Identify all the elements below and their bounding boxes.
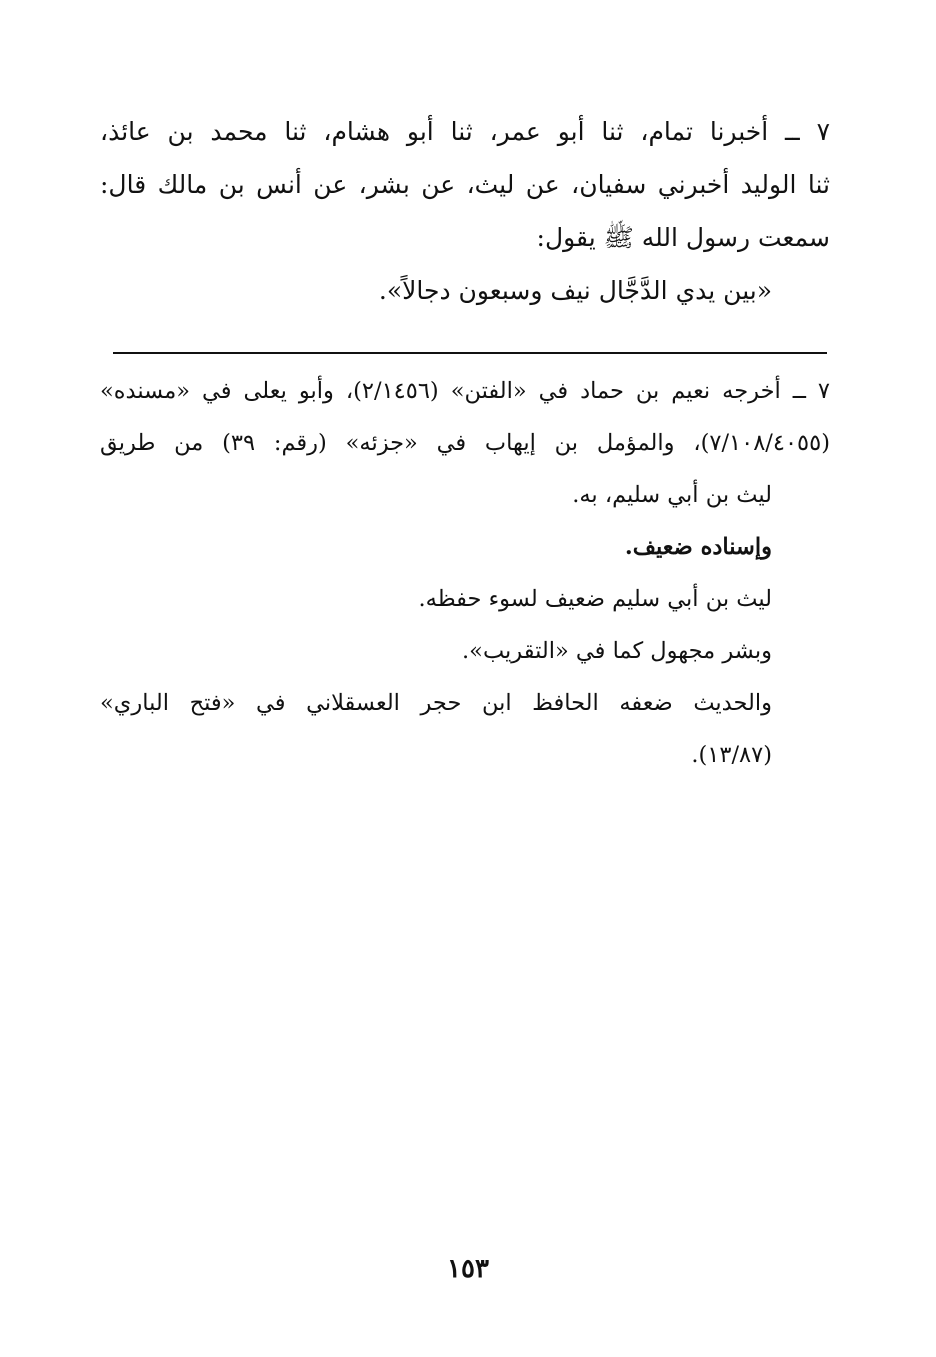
footnote-line-3: ليث بن أبي سليم، به. (572, 482, 772, 508)
footnote-line-1: ٧ ــ أخرجه نعيم بن حماد في «الفتن» (٢/١٤٥٦)، وأبو يعلى في «مسنده» (100, 378, 830, 404)
footnote-line-2: (٧/١٠٨/٤٠٥٥)، والمؤمل بن إيهاب في «جزئه» (رقم: ٣٩) من طريق (100, 430, 830, 456)
hadith-line-1: ٧ ــ أخبرنا تمام، ثنا أبو عمر، ثنا أبو هشام، ثنا محمد بن عائذ، (100, 117, 830, 146)
footnote-separator (113, 352, 827, 354)
footnote-line-6: وبشر مجهول كما في «التقريب». (462, 638, 772, 664)
hadith-matn: «بين يدي الدَّجَّال نيف وسبعون دجالاً». (378, 276, 772, 305)
hadith-line-3: سمعت رسول الله ﷺ يقول: (536, 223, 830, 252)
footnote-line-5: ليث بن أبي سليم ضعيف لسوء حفظه. (418, 586, 772, 612)
footnote-line-7: والحديث ضعفه الحافظ ابن حجر العسقلاني في «فتح الباري» (100, 690, 772, 716)
footnote-line-8: (١٣/٨٧). (691, 742, 772, 768)
hadith-line-2: ثنا الوليد أخبرني سفيان، عن ليث، عن بشر، عن أنس بن مالك قال: (100, 170, 830, 199)
footnote-grading: وإسناده ضعيف. (624, 534, 772, 560)
footnote (100, 365, 830, 781)
page-number: ١٥٣ (447, 1254, 489, 1284)
hadith-text (100, 105, 830, 317)
